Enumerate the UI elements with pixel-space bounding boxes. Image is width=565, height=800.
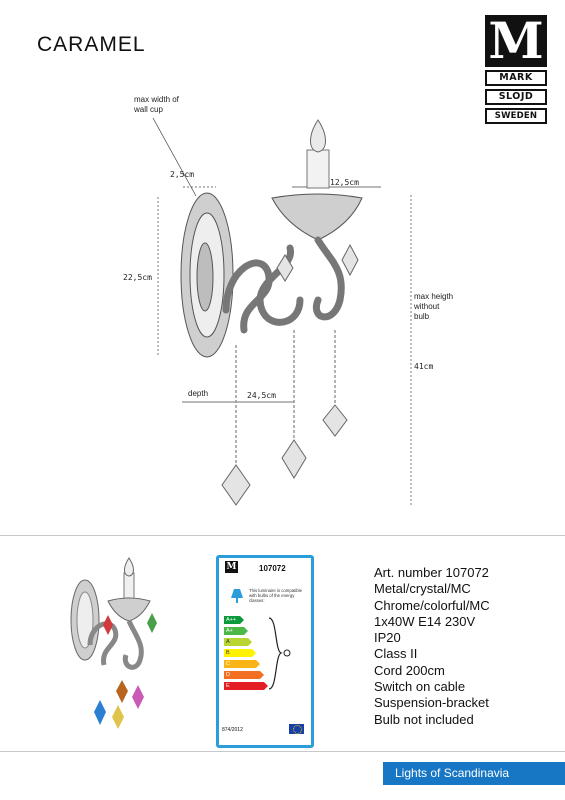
label-max-height: max heigth without bulb <box>414 292 454 321</box>
wall-backplate <box>181 193 233 357</box>
spec-line: IP20 <box>374 630 401 646</box>
dim-bobeche-width: 12,5cm <box>330 178 359 187</box>
product-thumbnail <box>60 555 170 745</box>
eu-flag-icon <box>289 724 304 734</box>
energy-label <box>216 555 314 748</box>
energy-class-bar <box>224 660 256 668</box>
energy-class-bar <box>224 649 252 657</box>
crystal-drops <box>222 245 358 505</box>
energy-class-bar <box>224 638 248 646</box>
footer-divider <box>0 751 565 752</box>
energy-label-logo: M <box>226 562 237 572</box>
spec-line: Chrome/colorful/MC <box>374 597 490 613</box>
spec-line: Metal/crystal/MC <box>374 581 471 597</box>
spec-line: Suspension-bracket <box>374 695 489 711</box>
footer-banner <box>383 762 565 785</box>
energy-class-bar <box>224 627 244 635</box>
energy-class-label: A <box>226 639 230 645</box>
bulb-icon <box>227 586 247 606</box>
candle-bulb <box>307 120 329 188</box>
energy-bracket <box>267 616 297 691</box>
dim-total-height: 41cm <box>414 362 434 371</box>
spec-line: Cord 200cm <box>374 662 445 678</box>
dim-wall-cup-width: 2,5cm <box>170 170 195 179</box>
section-divider <box>0 535 565 536</box>
logo-line-mark: MARK <box>485 70 547 86</box>
energy-label-compat-text: This luminaire is compatible with bulbs of the energy classes: <box>249 588 303 603</box>
energy-class-bar <box>224 682 264 690</box>
spec-line: Class II <box>374 646 418 662</box>
spec-line: Switch on cable <box>374 679 466 695</box>
energy-class-label: C <box>226 661 230 667</box>
label-depth: depth <box>188 389 209 398</box>
spec-line: 1x40W E14 230V <box>374 613 476 629</box>
spec-line: Art. number 107072 <box>374 565 489 580</box>
logo-letter: M <box>485 15 547 67</box>
spec-line: Bulb not included <box>374 711 474 727</box>
energy-class-label: B <box>226 650 230 656</box>
footer-text: Lights of Scandinavia <box>395 766 510 780</box>
energy-class-bar <box>224 616 240 624</box>
energy-label-article: 107072 <box>259 564 286 573</box>
bobeche <box>272 194 362 240</box>
logo-line-sweden: SWEDEN <box>485 108 547 124</box>
label-max-width-wall-cup: max width of wall cup <box>134 95 179 114</box>
product-title: CARAMEL <box>37 33 146 56</box>
dim-depth: 24,5cm <box>247 391 276 400</box>
energy-class-label: A++ <box>226 617 237 623</box>
scroll-arms <box>226 240 341 330</box>
energy-class-label: A+ <box>226 628 233 634</box>
dim-backplate-height: 22,5cm <box>123 273 152 282</box>
energy-class-label: D <box>226 672 230 678</box>
energy-class-label: E <box>226 683 230 689</box>
logo-line-slojd: SLÖJD <box>485 89 547 105</box>
spec-list <box>374 565 490 728</box>
energy-class-bar <box>224 671 260 679</box>
energy-label-regulation: 874/2012 <box>222 727 243 733</box>
